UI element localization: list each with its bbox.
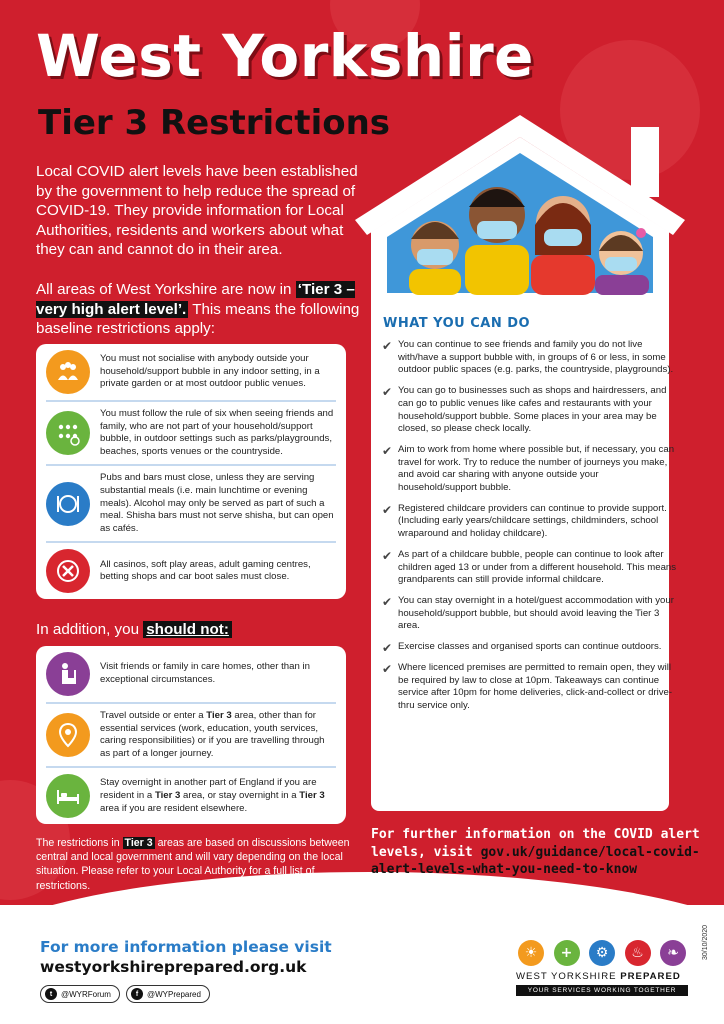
page-subtitle: Tier 3 Restrictions: [38, 103, 391, 143]
can-do-item: [382, 385, 680, 436]
can-do-text: You can go to businesses such as shops and hairdressers, and can go to public venues like cafes and restaurants with your household/support bubble. Some places in your area may be closed, so please check locally.: [398, 385, 667, 435]
footnote-text: areas are based on discussions between central and local government and will vary depending on the local situation. Please refer to your Local Authority for a full list of restrictions.: [36, 837, 350, 892]
can-do-item: [382, 339, 680, 377]
restriction-text: All casinos, soft play areas, adult gaming centres, betting shops and car boot sales must close.: [100, 558, 311, 583]
document-code: 30/10/2020: [702, 924, 709, 960]
can-do-text: Registered childcare providers can continue to provide support. (Including early years/childcare settings, childminders, school wraparound and holiday childcare).: [398, 502, 667, 540]
house-roof-illustration: [355, 115, 685, 325]
footnote: [36, 836, 356, 893]
footnote-tier: Tier 3: [124, 837, 153, 849]
what-you-can-do-list: [382, 339, 680, 721]
should-not-text: area if you are resident elsewhere.: [100, 802, 248, 814]
checkmark-icon: ✔: [382, 662, 393, 677]
twitter-badge[interactable]: [40, 985, 120, 1003]
logo-icons: [516, 940, 688, 966]
west-yorkshire-prepared-logo: [516, 940, 688, 1006]
restriction-text: Pubs and bars must close, unless they are serving substantial meals (i.e. main lunchtime or evening meals). Alcohol may only be served as part of such a meal. Shisha bars must not serve shisha, but can open as cafés.: [100, 472, 334, 534]
footnote-text: The restrictions in: [36, 837, 123, 849]
can-do-text: Where licenced premises are permitted to remain open, they will be required by law to close at 10pm. Takeaways can continue service after 10pm for home deliveries, click-and-collect or drive-thru service only.: [398, 662, 673, 712]
facebook-handle: @WYPrepared: [147, 989, 201, 999]
leaf-icon: ❧: [660, 940, 686, 966]
should-not-text: Travel outside or enter a: [100, 710, 207, 721]
facebook-icon: f: [131, 988, 143, 1000]
tier-emphasis: Tier 3: [299, 790, 325, 802]
should-not-row: [46, 646, 336, 704]
can-do-item: [382, 549, 680, 587]
can-do-text: Aim to work from home where possible but, if necessary, you can travel for work. Try to reduce the number of journeys you make, and avoid car sharing with anyone outside your household/support bubble.: [398, 443, 675, 494]
plate-cutlery-icon: [46, 482, 90, 526]
can-do-item: [382, 595, 680, 633]
should-not-text: Stay overnight in another part of England if you are resident in a: [100, 777, 317, 802]
twitter-handle: @WYRForum: [61, 989, 111, 999]
should-not-row: [46, 704, 336, 768]
can-do-text: You can stay overnight in a hotel/guest accommodation with your household/support bubble, but should avoid leaving the Tier 3 area.: [398, 594, 674, 632]
location-pin-icon: [46, 713, 90, 757]
checkmark-icon: ✔: [382, 443, 393, 458]
checkmark-icon: ✔: [382, 641, 393, 656]
checkmark-icon: ✔: [382, 548, 393, 563]
checkmark-icon: ✔: [382, 502, 393, 517]
people-group-icon: [46, 350, 90, 394]
tier-emphasis: Tier 3: [154, 790, 181, 802]
should-not-text-block: [100, 710, 336, 760]
plus-icon: +: [554, 940, 580, 966]
intro-paragraph: Local COVID alert levels have been established by the government to help reduce the spread of COVID-19. They provide information for Local Authorities, residents and workers about what they can and cannot do in their area.: [36, 163, 358, 258]
more-info-text: For more information please visit: [40, 938, 332, 956]
facebook-badge[interactable]: [126, 985, 210, 1003]
can-do-text: You can continue to see friends and family you do not live with/have a support bubble with, in groups of 6 or less, in some outdoor public spaces (e.g. parks, the countryside, playgrounds).: [398, 339, 674, 376]
restrictions-card: [36, 344, 346, 599]
can-do-item: [382, 662, 680, 713]
intro-paragraph-tier: [36, 280, 366, 339]
bed-icon: [46, 774, 90, 818]
intro-text: All areas of West Yorkshire are now in: [36, 281, 296, 298]
should-not-text-block: [100, 777, 336, 815]
restriction-text: You must not socialise with anybody outside your household/support bubble in any indoor setting, in a private garden or at most outdoor public venues.: [100, 353, 320, 390]
checkmark-icon: ✔: [382, 339, 393, 353]
page-title: West Yorkshire: [36, 22, 535, 90]
close-circle-icon: [46, 549, 90, 593]
further-info: [371, 826, 701, 879]
restriction-text: You must follow the rule of six when seeing friends and family, who are not part of your household/support bubble, in outdoor settings such as parks/playgrounds, beaches, sports venues or the countryside.: [100, 408, 334, 457]
website-link[interactable]: westyorkshireprepared.org.uk: [40, 958, 307, 976]
should-not-text-block: [100, 661, 336, 686]
can-do-text: As part of a childcare bubble, people can continue to look after children aged 13 or under from a different household. This means grandparents can still provide informal childcare.: [398, 548, 677, 586]
sun-icon: ☀: [518, 940, 544, 966]
should-not-card: [36, 646, 346, 824]
logo-name-bold: PREPARED: [620, 971, 681, 982]
gear-icon: ⚙: [589, 940, 615, 966]
can-do-item: [382, 641, 680, 654]
restriction-row: [46, 402, 336, 466]
restriction-row: [46, 344, 336, 402]
can-do-item: [382, 444, 680, 495]
should-not-row: [46, 768, 336, 824]
intro-text: This means the following baseline restrictions apply:: [36, 300, 360, 337]
heading-emphasis: should not:: [143, 621, 232, 638]
care-home-icon: [46, 652, 90, 696]
further-info-link[interactable]: gov.uk/guidance/local-covid-alert-levels-what-you-need-to-know: [371, 844, 700, 877]
can-do-text: Exercise classes and organised sports can continue outdoors.: [398, 641, 662, 653]
should-not-text: area, or stay overnight in a: [180, 790, 300, 802]
flame-icon: ♨: [625, 940, 651, 966]
tier-emphasis: Tier 3: [206, 710, 232, 721]
logo-tagline: YOUR SERVICES WORKING TOGETHER: [516, 985, 688, 996]
tier-highlight: ‘Tier 3 – very high alert level’.: [36, 281, 355, 318]
logo-name: [516, 971, 688, 982]
heading-text: In addition, you: [36, 621, 144, 638]
should-not-text: Visit friends or family in care homes, other than in exceptional circumstances.: [100, 661, 310, 685]
should-not-heading: [36, 621, 232, 638]
should-not-text: area, other than for essential services (work, education, youth services, caring responsibilities) or if you are travelling through as part of a longer journey.: [100, 710, 325, 759]
twitter-icon: t: [45, 988, 57, 1000]
further-info-text: For further information on the COVID alert levels, visit: [371, 827, 700, 860]
what-you-can-do-heading: WHAT YOU CAN DO: [383, 316, 531, 331]
rule-of-six-icon: [46, 411, 90, 455]
logo-name-light: WEST YORKSHIRE: [516, 971, 621, 982]
checkmark-icon: ✔: [382, 385, 393, 400]
checkmark-icon: ✔: [382, 594, 393, 609]
restriction-row: [46, 543, 336, 599]
restriction-row: [46, 466, 336, 543]
can-do-item: [382, 503, 680, 541]
